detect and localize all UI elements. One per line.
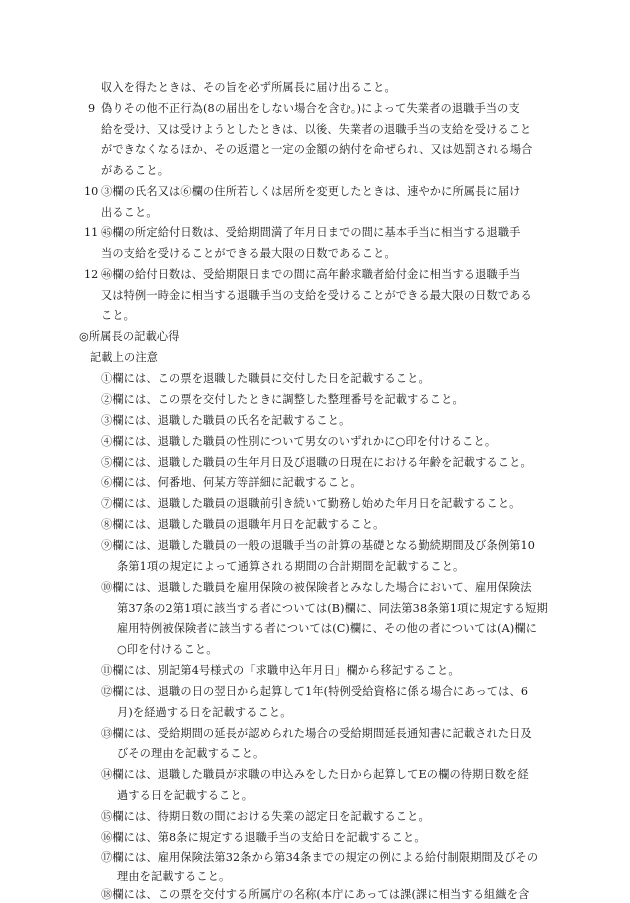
entry-line: ⑭欄には、退職した職員が求職の申込みをした日から起算してEの欄の待期日数を経 [101, 768, 529, 781]
entry-line: 月)を経過する日を記載すること。 [117, 706, 292, 719]
entry-line: 条第1項の規定によって通算される期間の合計期間を記載すること。 [117, 560, 465, 573]
item-text-line: こと。 [101, 309, 136, 322]
entry-line: ②欄には、この票を交付したときに調整した整理番号を記載すること。 [101, 393, 464, 406]
entry-line: 第37条の2第1項に該当する者については(B)欄に、同法第38条第1項に規定する短期 [117, 602, 548, 615]
entry-line: ⑰欄には、雇用保険法第32条から第34条までの規定の例による給付制限期間及びその [101, 851, 539, 864]
entry-line: 雇用特例被保険者に該当する者については(C)欄に、その他の者については(A)欄に [117, 622, 538, 635]
entry-line: ⑱欄には、この票を交付する所属庁の名称(本庁にあっては課(課に相当する組織を含 [101, 888, 530, 901]
entry-line: ⑩欄には、退職した職員を雇用保険の被保険者とみなした場合において、雇用保険法 [101, 581, 532, 594]
entry-line: ⑦欄には、退職した職員の退職前引き続いて勤務し始めた年月日を記載すること。 [101, 497, 521, 510]
item-text-line: ③欄の氏名又は⑥欄の住所若しくは居所を変更したときは、速やかに所属長に届け [101, 185, 521, 198]
entry-line: ④欄には、退職した職員の性別について男女のいずれかに○印を付けること。 [101, 435, 497, 448]
item-number: 9 [88, 102, 96, 115]
entry-line: ⑫欄には、退職の日の翌日から起算して1年(特例受給資格に係る場合にあっては、6 [101, 685, 529, 698]
item-text-line: 又は特例一時金に相当する退職手当の支給を受けることができる最大限の日数である [101, 289, 532, 302]
item-text-line: があること。 [101, 164, 170, 177]
entry-line: ⑬欄には、受給期間の延長が認められた場合の受給期間延長通知書に記載された日及 [101, 727, 532, 740]
item-text-line: 出ること。 [101, 206, 158, 219]
section-heading: ◎所属長の記載心得 [79, 330, 180, 343]
entry-line: 過する日を記載すること。 [117, 789, 254, 802]
item-number: 10 [84, 185, 99, 198]
item-text-line: ㊻欄の給付日数は、受給期限日までの間に高年齢求職者給付金に相当する退職手当 [101, 268, 521, 281]
item-text-line: 当の支給を受けることができる最大限の日数であること。 [101, 247, 396, 260]
entry-line: ⑧欄には、退職した職員の退職年月日を記載すること。 [101, 518, 385, 531]
entry-line: びその理由を記載すること。 [117, 747, 265, 760]
entry-line: ⑯欄には、第8条に規定する退職手当の支給日を記載すること。 [101, 831, 426, 844]
entry-line: ③欄には、退職した職員の氏名を記載すること。 [101, 414, 351, 427]
item-number: 12 [84, 268, 99, 281]
entry-line: ⑨欄には、退職した職員の一般の退職手当の計算の基礎となる勤続期間及び条例第10 [101, 539, 536, 552]
entry-line: ⑮欄には、待期日数の間における失業の認定日を記載すること。 [101, 810, 430, 823]
entry-line: ○印を付けること。 [117, 643, 218, 656]
item-text-line: ㊺欄の所定給付日数は、受給期間満了年月日までの間に基本手当に相当する退職手 [101, 226, 521, 239]
entry-line: ⑤欄には、退職した職員の生年月日及び退職の日現在における年齢を記載すること。 [101, 456, 532, 469]
item-text-line: 偽りその他不正行為(8の届出をしない場合を含む。)によって失業者の退職手当の支 [101, 102, 520, 115]
item-text-line: 給を受け、又は受けようとしたときは、以後、失業者の退職手当の支給を受けること [101, 123, 532, 136]
item-number: 11 [84, 226, 99, 239]
entry-line: ①欄には、この票を退職した職員に交付した日を記載すること。 [101, 372, 430, 385]
item-8-continuation: 収入を得たときは、その旨を必ず所属長に届け出ること。 [101, 81, 396, 94]
entry-line: ⑪欄には、別記第4号様式の「求職申込年月日」欄から移記すること。 [101, 664, 460, 677]
item-text-line: ができなくなるほか、その返還と一定の金額の納付を命ぜられ、又は処罰される場合 [101, 143, 533, 156]
entry-line: 理由を記載すること。 [117, 870, 231, 883]
entry-line: ⑥欄には、何番地、何某方等詳細に記載すること。 [101, 476, 362, 489]
sub-heading: 記載上の注意 [90, 351, 159, 364]
